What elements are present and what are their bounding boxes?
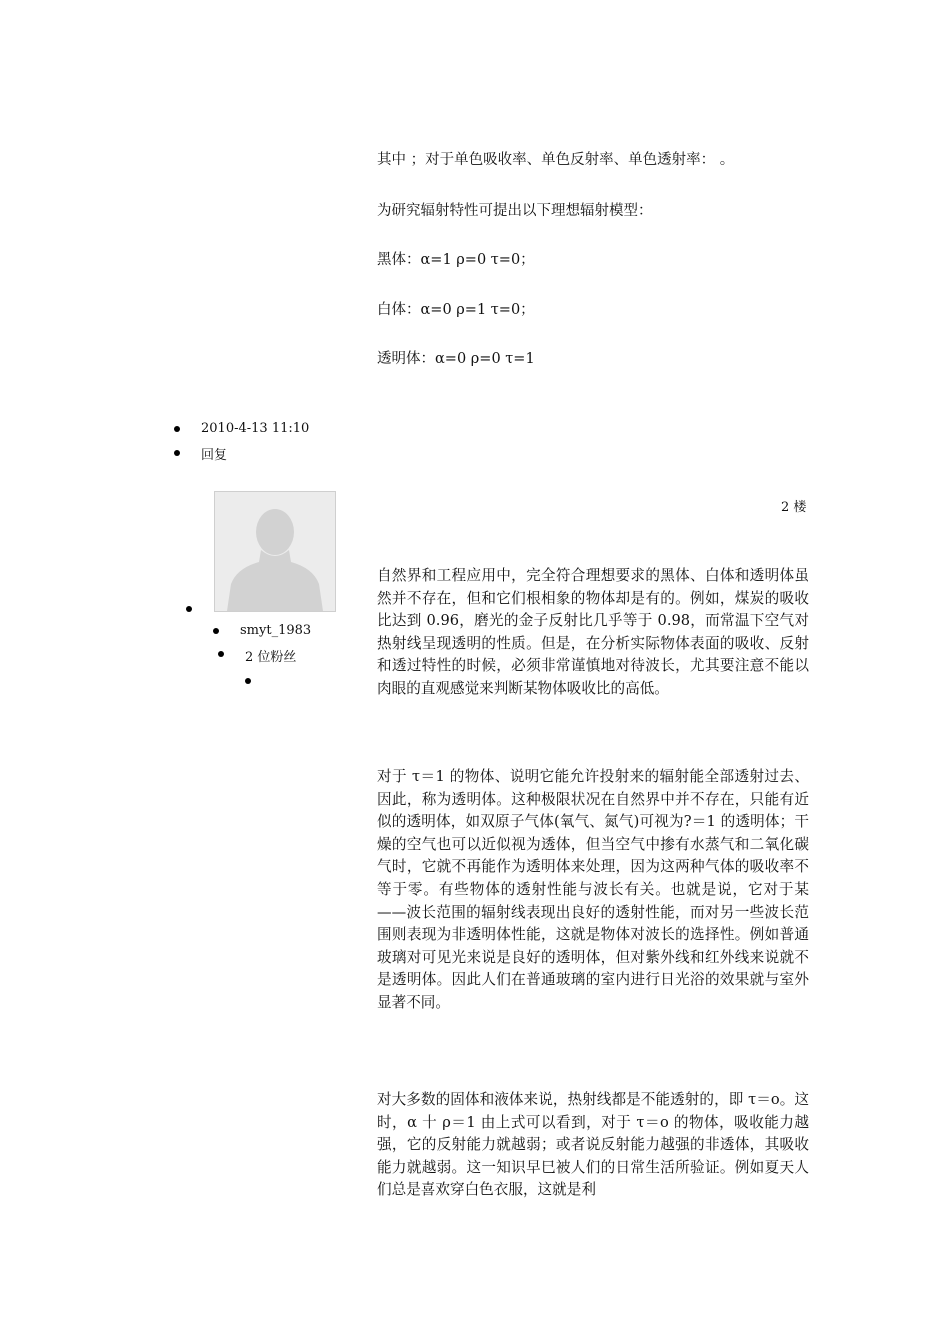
bullet-icon [218, 651, 224, 657]
post-datetime: 2010-4-13 11:10 [201, 421, 310, 436]
post-paragraph: 自然界和工程应用中，完全符合理想要求的黑体、白体和透明体虽然并不存在，但和它们根相象的物体却是有的。例如，煤炭的吸收比达到 0.96，磨光的金子反射比几乎等于 0.98，而常温下空气对热射线呈现透明的性质。但是，在分析实际物体表面的吸收、反射和透过特性的时候，必须非常谨慎地对待波长，尤其要注意不能以肉眼的直观感觉来判断某物体吸收比的高低。 [377, 567, 809, 697]
intro-line-2: 为研究辐射特性可提出以下理想辐射模型： [377, 203, 653, 219]
bullet-icon [186, 606, 192, 612]
whitebody-line: 白体：α=0 ρ=1 τ=0； [377, 302, 535, 318]
floor-number: 2 楼 [781, 500, 807, 515]
bullet-icon [174, 450, 180, 456]
intro-line-1: 其中 ；对于单色吸收率、单色反射率、单色透射率： 。 [377, 152, 735, 168]
blackbody-line: 黑体：α=1 ρ=0 τ=0； [377, 252, 535, 268]
post-paragraph: 对大多数的固体和液体来说，热射线都是不能透射的，即 τ＝o。这时，α 十 ρ＝1 由上式可以看到，对于 τ＝o 的物体，吸收能力越强，它的反射能力就越弱；或者说反射能力越强的非透体，其吸收能力就越弱。这一知识早巳被人们的日常生活所验证。例如夏天人们总是喜欢穿白色衣服，这就是利 [377, 1091, 809, 1199]
bullet-icon [174, 426, 180, 432]
default-avatar-icon [215, 492, 335, 611]
reply-link[interactable]: 回复 [201, 448, 228, 463]
bullet-icon [245, 678, 251, 684]
bullet-icon [213, 628, 219, 634]
avatar[interactable] [214, 491, 336, 612]
fans-count[interactable]: 2 位粉丝 [245, 650, 297, 665]
transparent-body-line: 透明体：α=0 ρ=0 τ=1 [377, 351, 535, 367]
post-paragraph: 对于 τ＝1 的物体、说明它能允许投射来的辐射能全部透射过去、因此，称为透明体。这种极限状况在自然界中并不存在，只能有近似的透明体，如双原子气体(氧气、氮气)可视为?＝1 的透明体；干燥的空气也可以近似视为透体，但当空气中掺有水蒸气和二氧化碳气时，它就不再能作为透明体来处理，因为这两种气体的吸收率不等于零。有些物体的透射性能与波长有关。也就是说，它对于某——波长范围的辐射线表现出良好的透射性能，而对另一些波长范围则表现为非透明体性能，这就是物体对波长的选择性。例如普通玻璃对可见光来说是良好的透明体，但对紫外线和红外线来说就不是透明体。因此人们在普通玻璃的室内进行日光浴的效果就与室外显著不同。 [377, 768, 809, 1011]
username[interactable]: smyt_1983 [240, 623, 312, 638]
